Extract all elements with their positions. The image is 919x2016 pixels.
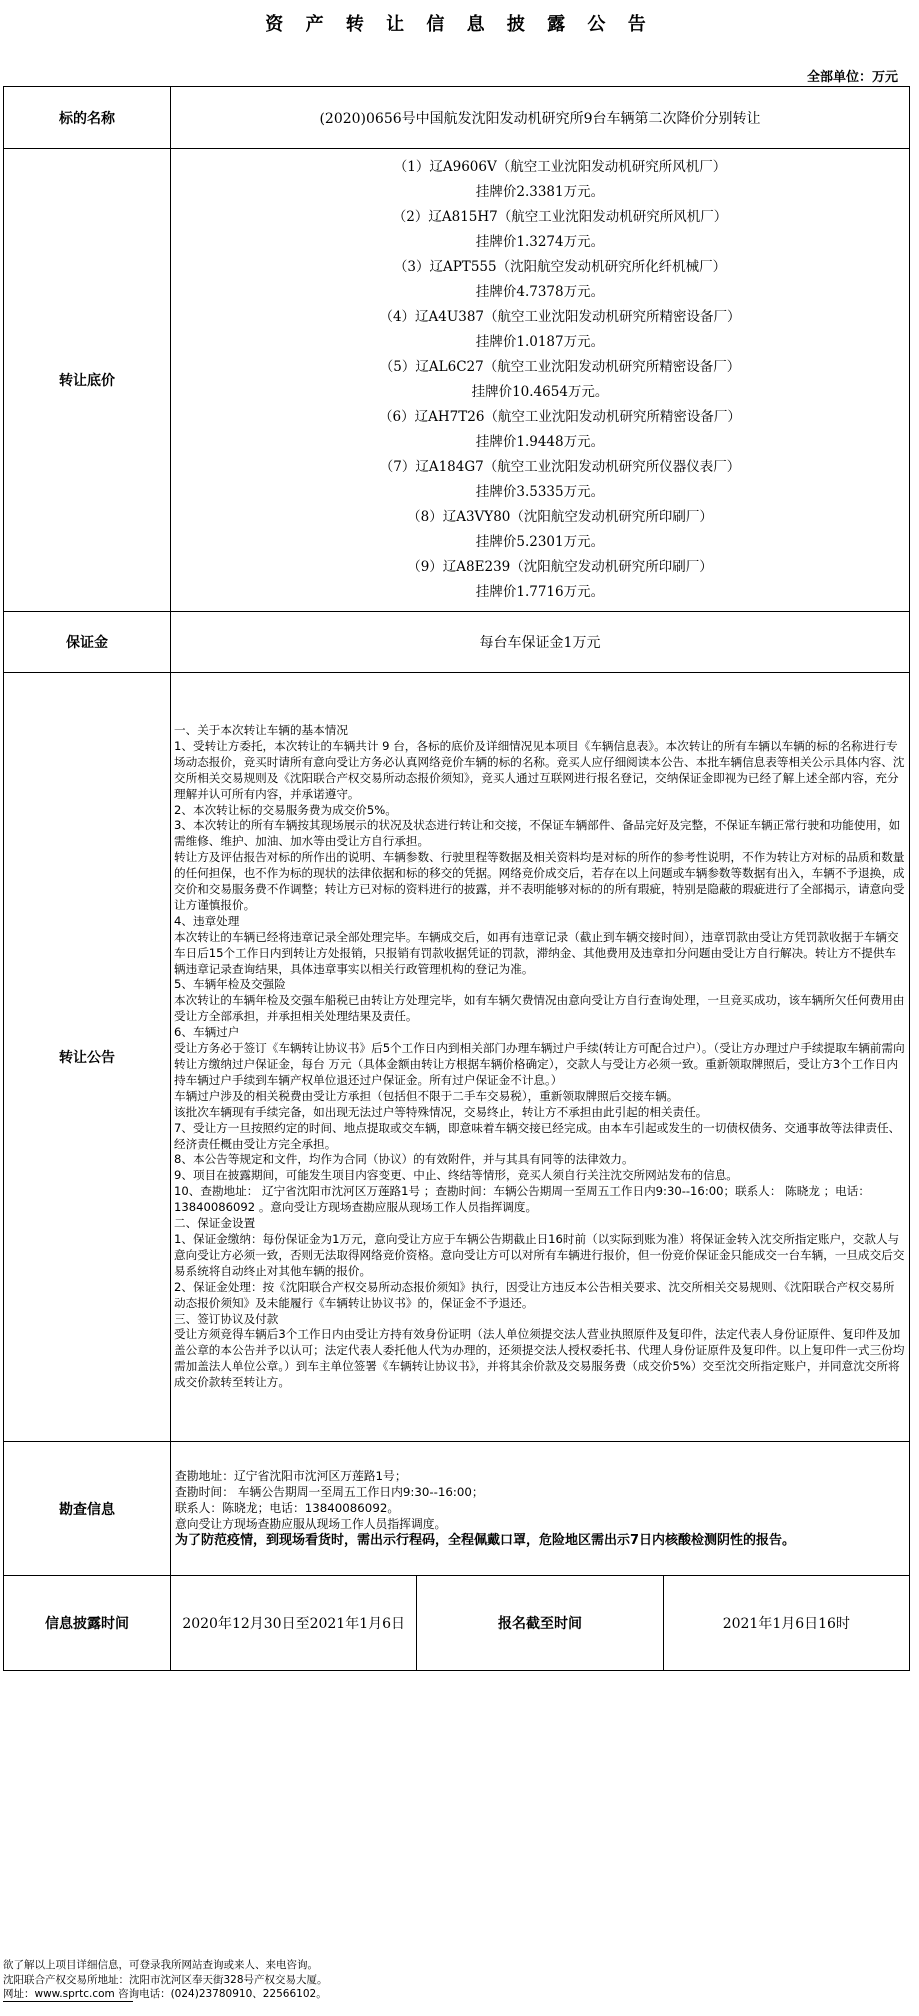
inspection-covid-note: 为了防范疫情，到现场看货时，需出示行程码，全程佩戴口罩，危险地区需出示7日内核酸检测阴性的报告。	[175, 1533, 796, 1549]
vehicle-price: 挂牌价1.9448万元。	[475, 434, 605, 450]
vehicle-name: （2）辽A815H7（航空工业沈阳发动机研究所风机厂）	[392, 209, 728, 225]
vehicle-price: 挂牌价1.0187万元。	[475, 334, 605, 350]
vehicle-name: （7）辽A184G7（航空工业沈阳发动机研究所仪器仪表厂）	[379, 459, 741, 475]
vehicle-price: 挂牌价3.5335万元。	[475, 484, 605, 500]
vehicle-item	[171, 405, 909, 455]
vehicle-name: （4）辽A4U387（航空工业沈阳发动机研究所精密设备厂）	[379, 309, 741, 325]
vehicle-name: （6）辽AH7T26（航空工业沈阳发动机研究所精密设备厂）	[379, 409, 741, 425]
vehicle-price: 挂牌价4.7378万元。	[475, 284, 605, 300]
label-deposit: 保证金	[4, 612, 171, 673]
notice-paragraph: 3、本次转让的所有车辆按其现场展示的状况及状态进行转让和交接，不保证车辆部件、备品完好及完整，不保证车辆正常行驶和功能使用，如需维修、维护、加油、加水等由受让方自行承担。	[174, 818, 901, 849]
vehicle-name: （1）辽A9606V（航空工业沈阳发动机研究所风机厂）	[393, 159, 727, 175]
notice-paragraph: 7、受让方一旦按照约定的时间、地点提取或交车辆，即意味着车辆交接已经完成。由本车引起或发生的一切债权债务、交通事故等法律责任、经济责任概由受让方完全承担。	[174, 1120, 901, 1151]
label-notice: 转让公告	[4, 673, 171, 1442]
footer	[3, 1958, 328, 2002]
subject-value: (2020)0656号中国航发沈阳发动机研究所9台车辆第二次降价分别转让	[171, 87, 910, 149]
notice-paragraph: 本次转让的车辆年检及交强车船税已由转让方处理完毕，如有车辆欠费情况由意向受让方自行查询处理，一旦竞买成功，该车辆所欠任何费用由受让方全部承担，并承担相关处理结果及责任。	[174, 993, 905, 1024]
row-subject	[4, 87, 910, 149]
vehicle-name: （5）辽AL6C27（航空工业沈阳发动机研究所精密设备厂）	[379, 359, 741, 375]
notice-paragraph: 6、车辆过户	[174, 1025, 240, 1040]
page-title: 资 产 转 让 信 息 披 露 公 告	[265, 14, 654, 35]
vehicle-item	[171, 305, 909, 355]
notice-paragraph: 一、关于本次转让车辆的基本情况	[174, 722, 348, 737]
label-deadline: 报名截至时间	[417, 1576, 663, 1671]
unit-note: 全部单位：万元	[806, 70, 898, 85]
notice-paragraph: 2、本次转让标的交易服务费为成交价5%。	[174, 802, 397, 817]
footer-line-2: 沈阳联合产权交易所地址：沈阳市沈河区奉天街328号产权交易大厦。	[3, 1973, 328, 1986]
row-deposit	[4, 612, 910, 673]
vehicle-name: （8）辽A3VY80（沈阳航空发动机研究所印刷厂）	[407, 509, 713, 525]
vehicle-item	[171, 455, 909, 505]
inspection-note: 意向受让方现场查勘应服从现场工作人员指挥调度。	[175, 1517, 447, 1532]
footer-line-3: 网址：www.sprtc.com 咨询电话：(024)23780910、22566102。	[3, 1988, 327, 2000]
vehicle-item	[171, 155, 909, 205]
label-price: 转让底价	[4, 149, 171, 612]
notice-paragraph: 9、项目在披露期间，可能发生项目内容变更、中止、终结等情形，竞买人须自行关注沈交所网站发布的信息。	[174, 1168, 738, 1183]
vehicle-item	[171, 555, 909, 605]
inspection-address: 查勘地址：辽宁省沈阳市沈河区万莲路1号；	[175, 1468, 407, 1483]
notice-paragraph: 本次转让的车辆已经将违章记录全部处理完毕。车辆成交后，如再有违章记录（截止到车辆交接时间），违章罚款由受让方凭罚款收据于车辆交车日后15个工作日内到转让方处报销，只报销有罚款收据凭证的罚款，滞纳金、其他费用及违章扣分问题由受让方自行解决。转让方不提供车辆违章记录查询结果，具体违章事实以相关行政管理机构的登记为准。	[174, 929, 899, 976]
deadline-value: 2021年1月6日16时	[663, 1576, 909, 1671]
notice-paragraph: 8、本公告等规定和文件，均作为合同（协议）的有效附件，并与其具有同等的法律效力。	[174, 1152, 634, 1167]
notice-paragraph: 1、保证金缴纳：每份保证金为1万元，意向受让方应于车辆公告期截止日16时前（以实际到账为准）将保证金转入沈交所指定账户，交款人与意向受让方必须一致，否则无法取得网络竞价资格。意向受让方可以对所有车辆进行报价，但一份竞价保证金只能成交一台车辆，一旦成交后交易系统将自动终止对其他车辆的报价。	[174, 1231, 905, 1278]
vehicle-price: 挂牌价5.2301万元。	[475, 534, 605, 550]
vehicle-price: 挂牌价1.7716万元。	[475, 584, 605, 600]
vehicle-item	[171, 205, 909, 255]
vehicle-item	[171, 255, 909, 305]
vehicle-item	[171, 505, 909, 555]
row-notice	[4, 673, 910, 1442]
disclosure-table	[3, 86, 910, 1671]
footer-divider	[3, 2001, 133, 2002]
notice-paragraph: 1、受转让方委托，本次转让的车辆共计 9 台，各标的底价及详细情况见本项目《车辆信息表》。本次转让的所有车辆以车辆的标的名称进行专场动态报价，竞买时请所有意向受让方务必认真网络竞价车辆的标的名称。竞买人应仔细阅读本公告、本批车辆信息表等相关公示具体内容、沈交所相关交易规则及《沈阳联合产权交易所动态报价须知》，竞买人通过互联网进行报名登记，交纳保证金即视为已经了解上述全部内容，充分理解并认可所有内容，并承诺遵守。	[174, 738, 905, 801]
inspection-time: 查勘时间： 车辆公告期周一至周五工作日内9:30--16:00；	[175, 1484, 484, 1499]
price-list	[171, 149, 910, 612]
label-disclosure-time: 信息披露时间	[4, 1576, 171, 1671]
notice-paragraph: 10、查勘地址： 辽宁省沈阳市沈河区万莲路1号 ；查勘时间：车辆公告期周一至周五工作日内9:30--16:00；联系人： 陈晓龙 ；电话： 13840086092 。意向受让方现场查勘应服从现场工作人员指挥调度。	[174, 1184, 870, 1215]
vehicle-item	[171, 355, 909, 405]
vehicle-name: （9）辽A8E239（沈阳航空发动机研究所印刷厂）	[407, 559, 713, 575]
vehicle-name: （3）辽APT555（沈阳航空发动机研究所化纤机械厂）	[393, 259, 727, 275]
notice-paragraph: 4、违章处理	[174, 913, 240, 928]
notice-paragraph: 5、车辆年检及交强险	[174, 977, 286, 992]
footer-line-1: 欲了解以上项目详细信息，可登录我所网站查询或来人、来电咨询。	[3, 1959, 318, 1971]
notice-paragraph: 该批次车辆现有手续完备，如出现无法过户等特殊情况，交易终止，转让方不承担由此引起的相关责任。	[174, 1104, 708, 1119]
notice-paragraph: 受让方务必于签订《车辆转让协议书》后5个工作日内到相关部门办理车辆过户手续(转让方可配合过户）。（受让方办理过户手续提取车辆前需向转让方缴纳过户保证金，每台 万元（具体金额由转让方根据车辆价格确定），交款人与受让方必须一致。重新领取牌照后，受让方3个工作日内持车辆过户手续到车辆产权单位退还过户保证金。所有过户保证金不计息。）	[174, 1041, 905, 1087]
notice-paragraph: 车辆过户涉及的相关税费由受让方承担（包括但不限于二手车交易税），重新领取牌照后交接车辆。	[174, 1088, 679, 1103]
notice-paragraph: 二、保证金设置	[174, 1216, 256, 1231]
notice-paragraph: 受让方须竞得车辆后3个工作日内由受让方持有效身份证明（法人单位须提交法人营业执照原件及复印件，法定代表人身份证原件、复印件及加盖公章的本公告并予以认可；法定代表人委托他人代为办理的，还须提交法人授权委托书、代理人身份证原件及复印件。以上复印件一式三份均需加盖法人单位公章。）到车主单位签署《车辆转让协议书》，并将其余价款及交易服务费（成交价5%）交至沈交所指定账户，并同意沈交所将成交价款转至转让方。	[174, 1327, 905, 1390]
disclosure-time-value: 2020年12月30日至2021年1月6日	[171, 1576, 417, 1671]
vehicle-price: 挂牌价1.3274万元。	[475, 234, 605, 250]
vehicle-price: 挂牌价2.3381万元。	[475, 184, 605, 200]
row-price	[4, 149, 910, 612]
row-disclosure-time	[4, 1576, 910, 1671]
vehicle-price: 挂牌价10.4654万元。	[471, 384, 609, 400]
row-inspection	[4, 1442, 910, 1576]
notice-paragraph: 三、签订协议及付款	[174, 1311, 279, 1326]
inspection-content	[171, 1442, 910, 1576]
deposit-value: 每台车保证金1万元	[171, 612, 910, 673]
label-subject: 标的名称	[4, 87, 171, 149]
inspection-contact: 联系人：陈晓龙；电话：13840086092。	[175, 1501, 400, 1515]
notice-paragraph: 2、保证金处理：按《沈阳联合产权交易所动态报价须知》执行，因受让方违反本公告相关要求、沈交所相关交易规则、《沈阳联合产权交易所动态报价须知》及未能履行《车辆转让协议书》的，保证金不予退还。	[174, 1279, 895, 1310]
label-inspection: 勘查信息	[4, 1442, 171, 1576]
notice-paragraph: 转让方及评估报告对标的所作出的说明、车辆参数、行驶里程等数据及相关资料均是对标的所作的参考性说明，不作为转让方对标的品质和数量的任何担保，也不作为标的现状的法律依据和标的移交的凭据。网络竞价成交后，若存在以上问题或车辆参数等数据有出入，车辆不予退换，成交价和交易服务费不作调整；转让方已对标的资料进行的披露，并不表明能够对标的的所有瑕疵，特别是隐蔽的瑕疵进行了全部揭示，请意向受让方谨慎报价。	[174, 850, 905, 912]
notice-content	[171, 673, 910, 1442]
